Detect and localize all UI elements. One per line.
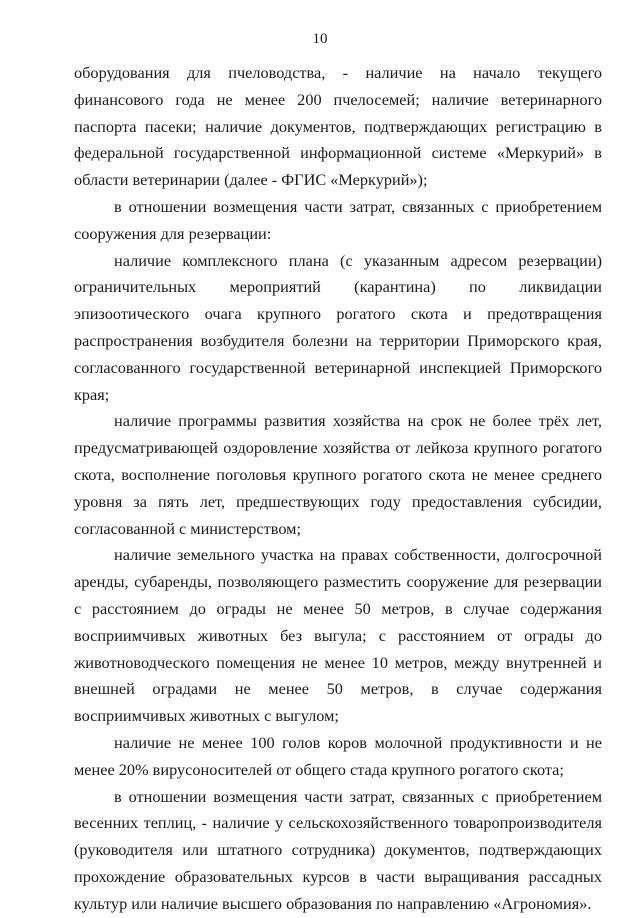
paragraph: в отношении возмещения части затрат, связанных с приобретением весенних теплиц, - наличие у сельскохозяйственного товаропроизводителя (руководителя или штатного сотрудника) документов, подтверждающих прохождение образовательных курсов в части выращивания рассадных культур или наличие высшего образования по направлению «Агрономия». — [74, 786, 602, 913]
document-body — [74, 60, 602, 918]
page-number: 10 — [312, 31, 328, 47]
paragraph: наличие программы развития хозяйства на срок не более трёх лет, предусматривающей оздоровление хозяйства от лейкоза крупного рогатого скота, восполнение поголовья крупного рогатого скота не менее среднего уровня за пять лет, предшествующих году предоставления субсидии, согласованной с министерством; — [74, 411, 602, 538]
paragraph: наличие не менее 100 голов коров молочной продуктивности и не менее 20% вирусоносителей от общего стада крупного рогатого скота; — [74, 732, 602, 779]
paragraph: в отношении возмещения части затрат, связанных с приобретением сооружения для резервации: — [74, 196, 602, 243]
paragraph: наличие земельного участка на правах собственности, долгосрочной аренды, субаренды, позволяющего разместить сооружение для резервации с расстоянием до ограды не менее 50 метров, в случае содержания восприимчивых животных без выгула; с расстоянием от ограды до животноводческого помещения не менее 10 метров, между внутренней и внешней оградами не менее 50 метров, в случае содержания восприимчивых животных с выгулом; — [74, 545, 602, 726]
paragraph: оборудования для пчеловодства, - наличие на начало текущего финансового года не менее 200 пчелосемей; наличие ветеринарного паспорта пасеки; наличие документов, подтверждающих регистрацию в федеральной государственной информационной системе «Меркурий» в области ветеринарии (далее - ФГИС «Меркурий»); — [74, 63, 602, 190]
paragraph: наличие комплексного плана (с указанным адресом резервации) ограничительных мероприятий (карантина) по ликвидации эпизоотического очага крупного рогатого скота и предотвращения распространения возбудителя болезни на территории Приморского края, согласованного государственной ветеринарной инспекцией Приморского края; — [74, 250, 602, 404]
